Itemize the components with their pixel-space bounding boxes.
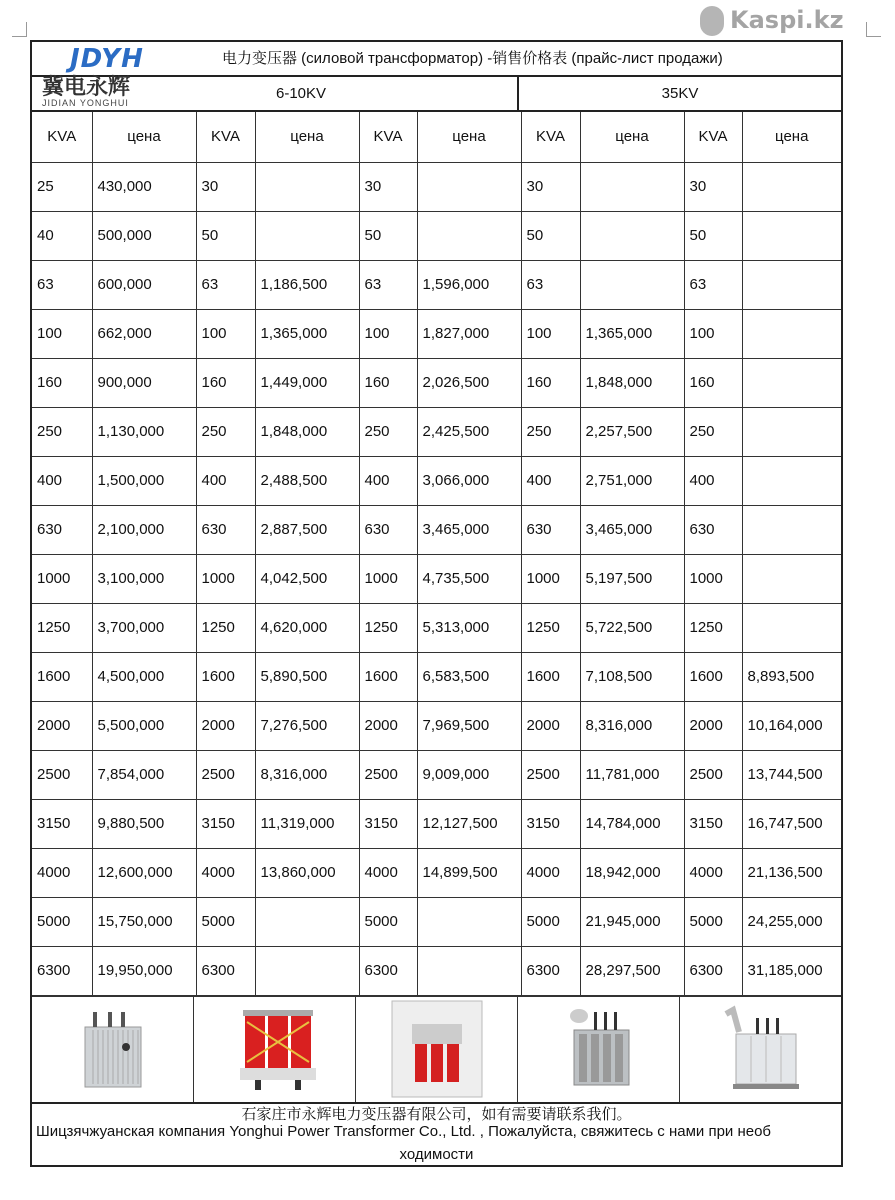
price-cell: 5,313,000 [417, 603, 521, 652]
dry-transformer-red-icon [194, 997, 356, 1102]
table-row [32, 848, 841, 897]
voltage-group-35kv: 35KV [661, 85, 699, 102]
kva-cell: 63 [32, 260, 92, 309]
kva-cell: 4000 [521, 848, 580, 897]
kva-cell: 160 [359, 358, 417, 407]
column-header: KVA [196, 112, 255, 162]
header-row [32, 112, 841, 162]
kva-cell: 6300 [359, 946, 417, 995]
price-cell: 21,945,000 [580, 897, 684, 946]
kva-cell: 2500 [32, 750, 92, 799]
kva-cell: 630 [196, 505, 255, 554]
crop-mark [866, 22, 881, 37]
price-cell: 1,365,000 [580, 309, 684, 358]
kva-cell: 30 [196, 162, 255, 211]
price-cell [742, 554, 841, 603]
kva-cell: 4000 [196, 848, 255, 897]
table-row [32, 603, 841, 652]
kva-cell: 250 [32, 407, 92, 456]
table-row [32, 456, 841, 505]
price-cell: 12,600,000 [92, 848, 196, 897]
kva-cell: 2000 [521, 701, 580, 750]
footer-ru: Шицзячжуанская компания Yonghui Power Transformer Co., Ltd. , Пожалуйста, свяжитесь с нами при необ [36, 1122, 772, 1140]
oil-transformer-icon [32, 997, 194, 1102]
price-cell: 11,319,000 [255, 799, 359, 848]
table-row [32, 162, 841, 211]
kva-cell: 400 [196, 456, 255, 505]
price-cell: 24,255,000 [742, 897, 841, 946]
kva-cell: 250 [359, 407, 417, 456]
kva-cell: 3150 [684, 799, 742, 848]
table-row [32, 407, 841, 456]
price-cell: 7,969,500 [417, 701, 521, 750]
column-header: цена [255, 112, 359, 162]
kva-cell: 1250 [196, 603, 255, 652]
price-list [30, 40, 843, 1167]
footer-cn: 石家庄市永辉电力变压器有限公司，如有需要请联系我们。 [241, 1105, 632, 1123]
kva-cell: 630 [359, 505, 417, 554]
kva-cell: 6300 [521, 946, 580, 995]
price-cell: 1,365,000 [255, 309, 359, 358]
column-header: цена [92, 112, 196, 162]
price-cell: 5,197,500 [580, 554, 684, 603]
price-cell [417, 162, 521, 211]
price-cell: 5,500,000 [92, 701, 196, 750]
price-cell: 4,042,500 [255, 554, 359, 603]
price-cell: 8,316,000 [580, 701, 684, 750]
kva-cell: 63 [684, 260, 742, 309]
kva-cell: 3150 [196, 799, 255, 848]
price-cell: 900,000 [92, 358, 196, 407]
oil-transformer-large-icon [518, 997, 680, 1102]
price-cell [417, 211, 521, 260]
kva-cell: 1000 [521, 554, 580, 603]
column-header: KVA [521, 112, 580, 162]
kva-cell: 400 [684, 456, 742, 505]
price-cell: 9,009,000 [417, 750, 521, 799]
kva-cell: 1250 [684, 603, 742, 652]
price-cell [742, 162, 841, 211]
logo: JDYH [70, 44, 144, 74]
kva-cell: 250 [684, 407, 742, 456]
table-row [32, 260, 841, 309]
voltage-group-6-10kv: 6-10KV [192, 77, 519, 110]
column-header: цена [580, 112, 684, 162]
kva-cell: 4000 [32, 848, 92, 897]
price-cell [742, 505, 841, 554]
price-cell: 1,827,000 [417, 309, 521, 358]
kva-cell: 50 [359, 211, 417, 260]
price-cell: 19,950,000 [92, 946, 196, 995]
kva-cell: 6300 [684, 946, 742, 995]
kva-cell: 30 [684, 162, 742, 211]
kva-cell: 1250 [32, 603, 92, 652]
kva-cell: 2500 [521, 750, 580, 799]
price-cell: 5,722,500 [580, 603, 684, 652]
table-row [32, 946, 841, 995]
price-cell: 16,747,500 [742, 799, 841, 848]
kva-cell: 50 [684, 211, 742, 260]
crop-mark [12, 22, 27, 37]
price-cell: 3,700,000 [92, 603, 196, 652]
kva-cell: 1600 [32, 652, 92, 701]
price-cell: 2,887,500 [255, 505, 359, 554]
kva-cell: 2000 [359, 701, 417, 750]
price-cell: 2,100,000 [92, 505, 196, 554]
price-cell: 2,257,500 [580, 407, 684, 456]
kva-cell: 30 [359, 162, 417, 211]
kva-cell: 50 [521, 211, 580, 260]
kva-cell: 1250 [359, 603, 417, 652]
table-row [32, 505, 841, 554]
price-cell: 28,297,500 [580, 946, 684, 995]
kva-cell: 2500 [684, 750, 742, 799]
price-cell: 11,781,000 [580, 750, 684, 799]
table-row [32, 554, 841, 603]
price-cell: 21,136,500 [742, 848, 841, 897]
price-cell: 4,500,000 [92, 652, 196, 701]
price-cell [742, 309, 841, 358]
product-images [32, 996, 841, 1104]
price-cell: 2,026,500 [417, 358, 521, 407]
kva-cell: 2500 [359, 750, 417, 799]
table-row [32, 897, 841, 946]
kva-cell: 63 [359, 260, 417, 309]
kva-cell: 100 [359, 309, 417, 358]
kva-cell: 400 [359, 456, 417, 505]
kva-cell: 100 [32, 309, 92, 358]
kva-cell: 630 [521, 505, 580, 554]
price-cell [742, 260, 841, 309]
price-cell: 7,108,500 [580, 652, 684, 701]
kva-cell: 160 [521, 358, 580, 407]
kva-cell: 5000 [196, 897, 255, 946]
price-cell [742, 603, 841, 652]
kva-cell: 5000 [684, 897, 742, 946]
price-cell: 2,488,500 [255, 456, 359, 505]
price-cell: 4,735,500 [417, 554, 521, 603]
kva-cell: 1000 [32, 554, 92, 603]
oil-transformer-conservator-icon [680, 997, 841, 1102]
kva-cell: 3150 [521, 799, 580, 848]
price-cell [417, 897, 521, 946]
kva-cell: 100 [521, 309, 580, 358]
kva-cell: 5000 [359, 897, 417, 946]
kva-cell: 2000 [32, 701, 92, 750]
kva-cell: 5000 [32, 897, 92, 946]
price-cell [255, 162, 359, 211]
table-row [32, 799, 841, 848]
price-cell: 31,185,000 [742, 946, 841, 995]
price-cell [255, 211, 359, 260]
price-cell: 1,596,000 [417, 260, 521, 309]
price-cell: 5,890,500 [255, 652, 359, 701]
price-cell [580, 162, 684, 211]
column-header: KVA [32, 112, 92, 162]
price-cell: 7,276,500 [255, 701, 359, 750]
kva-cell: 1000 [196, 554, 255, 603]
watermark: Kaspi.kz [700, 3, 844, 37]
kva-cell: 1600 [521, 652, 580, 701]
price-cell: 14,784,000 [580, 799, 684, 848]
page-title: 电力变压器 (силовой трансформатор) -销售价格表 (прайс-лист продажи) [222, 50, 723, 67]
kva-cell: 100 [196, 309, 255, 358]
price-cell: 4,620,000 [255, 603, 359, 652]
table-row [32, 701, 841, 750]
price-cell: 9,880,500 [92, 799, 196, 848]
price-cell [255, 897, 359, 946]
kva-cell: 1600 [684, 652, 742, 701]
kva-cell: 1600 [196, 652, 255, 701]
brand [32, 74, 192, 110]
footer [32, 1104, 841, 1165]
price-cell: 18,942,000 [580, 848, 684, 897]
kva-cell: 1600 [359, 652, 417, 701]
price-cell: 2,751,000 [580, 456, 684, 505]
column-header: цена [742, 112, 841, 162]
price-cell [255, 946, 359, 995]
price-cell: 3,465,000 [580, 505, 684, 554]
table-row [32, 652, 841, 701]
kva-cell: 160 [684, 358, 742, 407]
price-cell: 13,744,500 [742, 750, 841, 799]
kva-cell: 1000 [359, 554, 417, 603]
price-cell: 2,425,500 [417, 407, 521, 456]
kva-cell: 50 [196, 211, 255, 260]
price-cell: 1,848,000 [255, 407, 359, 456]
kva-cell: 63 [521, 260, 580, 309]
price-cell: 600,000 [92, 260, 196, 309]
kva-cell: 2500 [196, 750, 255, 799]
price-cell: 1,848,000 [580, 358, 684, 407]
kva-cell: 400 [32, 456, 92, 505]
column-header: цена [417, 112, 521, 162]
column-header: KVA [684, 112, 742, 162]
kva-cell: 400 [521, 456, 580, 505]
kva-cell: 630 [32, 505, 92, 554]
price-cell: 8,893,500 [742, 652, 841, 701]
price-cell: 3,465,000 [417, 505, 521, 554]
brand-cn: 冀电永辉 [42, 74, 131, 100]
voltage-row [32, 74, 841, 112]
price-cell: 1,449,000 [255, 358, 359, 407]
kva-cell: 4000 [684, 848, 742, 897]
price-cell: 12,127,500 [417, 799, 521, 848]
price-cell [580, 211, 684, 260]
kva-cell: 40 [32, 211, 92, 260]
price-cell: 1,186,500 [255, 260, 359, 309]
cabinet-transformer-icon [356, 997, 518, 1102]
price-cell [580, 260, 684, 309]
kva-cell: 100 [684, 309, 742, 358]
price-cell: 430,000 [92, 162, 196, 211]
price-cell [417, 946, 521, 995]
price-cell: 8,316,000 [255, 750, 359, 799]
kva-cell: 3150 [32, 799, 92, 848]
kva-cell: 30 [521, 162, 580, 211]
table-row [32, 750, 841, 799]
price-cell: 1,500,000 [92, 456, 196, 505]
kva-cell: 250 [521, 407, 580, 456]
price-cell: 7,854,000 [92, 750, 196, 799]
kva-cell: 3150 [359, 799, 417, 848]
kva-cell: 250 [196, 407, 255, 456]
price-cell: 10,164,000 [742, 701, 841, 750]
kva-cell: 2000 [684, 701, 742, 750]
kva-cell: 1250 [521, 603, 580, 652]
price-cell: 3,100,000 [92, 554, 196, 603]
price-cell: 15,750,000 [92, 897, 196, 946]
kva-cell: 6300 [196, 946, 255, 995]
price-cell: 662,000 [92, 309, 196, 358]
price-cell: 3,066,000 [417, 456, 521, 505]
price-cell [742, 456, 841, 505]
kva-cell: 160 [32, 358, 92, 407]
column-header: KVA [359, 112, 417, 162]
price-cell: 13,860,000 [255, 848, 359, 897]
kva-cell: 2000 [196, 701, 255, 750]
price-cell [742, 211, 841, 260]
table-row [32, 358, 841, 407]
table-row [32, 309, 841, 358]
kva-cell: 630 [684, 505, 742, 554]
footer-ru-cont: ходимости [399, 1145, 474, 1163]
price-cell [742, 407, 841, 456]
kva-cell: 6300 [32, 946, 92, 995]
price-table [32, 112, 841, 996]
price-cell: 6,583,500 [417, 652, 521, 701]
kaspi-logo-icon [700, 6, 724, 36]
table-row [32, 211, 841, 260]
kva-cell: 25 [32, 162, 92, 211]
price-cell: 14,899,500 [417, 848, 521, 897]
kva-cell: 4000 [359, 848, 417, 897]
price-cell: 1,130,000 [92, 407, 196, 456]
kva-cell: 63 [196, 260, 255, 309]
title-row [32, 42, 841, 77]
brand-en: JIDIAN YONGHUI [42, 98, 129, 108]
price-cell: 500,000 [92, 211, 196, 260]
kva-cell: 5000 [521, 897, 580, 946]
price-cell [742, 358, 841, 407]
kva-cell: 1000 [684, 554, 742, 603]
kva-cell: 160 [196, 358, 255, 407]
